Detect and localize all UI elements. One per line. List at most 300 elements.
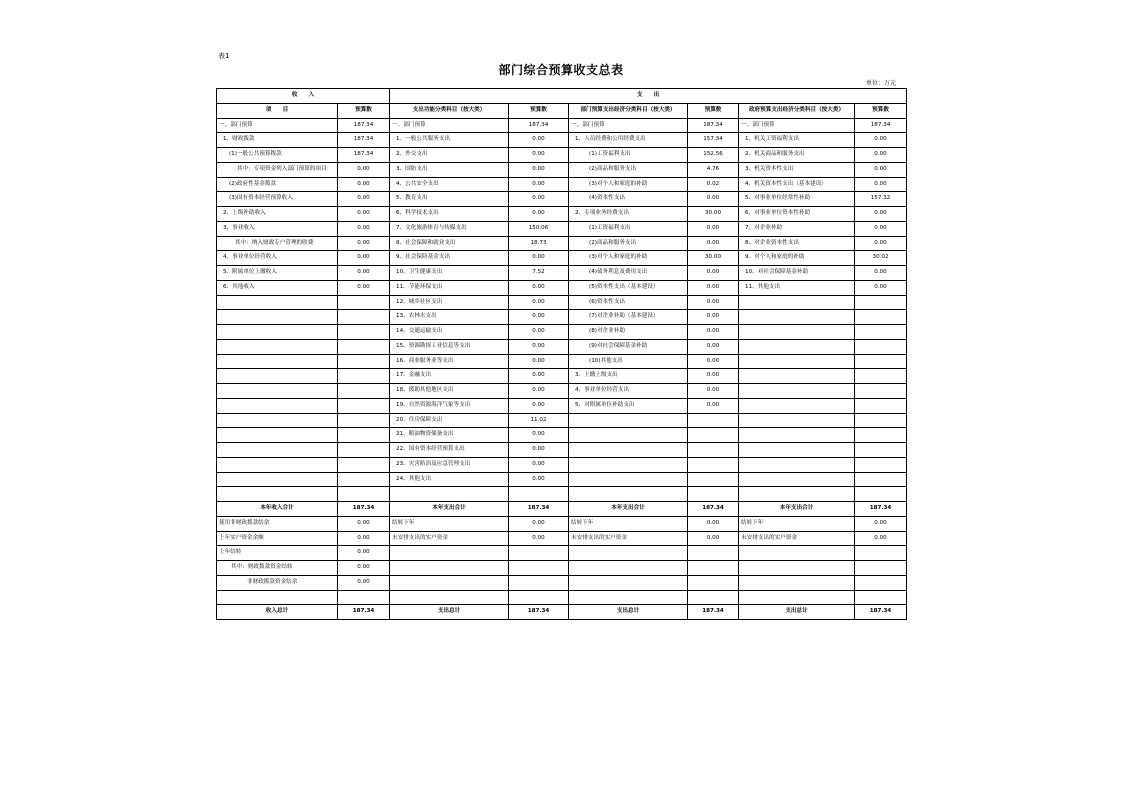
table-row <box>217 325 907 340</box>
item-label-cell: 结转下年 <box>390 516 509 531</box>
item-label-cell <box>569 590 688 605</box>
item-label-cell: 22、国有资本经营预算支出 <box>390 443 509 458</box>
item-label-cell: 5、教育支出 <box>390 192 509 207</box>
item-label-cell <box>739 339 855 354</box>
item-label-cell: (1)工资福利支出 <box>569 221 688 236</box>
budget-amount-cell: 0.00 <box>509 192 569 207</box>
item-label-cell: 13、农林水支出 <box>390 310 509 325</box>
budget-amount-cell: 0.00 <box>509 531 569 546</box>
budget-amount-cell: 0.00 <box>338 207 390 222</box>
item-label-cell: 未安排支出的实户资金 <box>390 531 509 546</box>
subtotal-row <box>217 502 907 517</box>
table-row <box>217 369 907 384</box>
budget-amount-cell: 0.00 <box>338 266 390 281</box>
table-row <box>217 339 907 354</box>
budget-amount-cell: 0.00 <box>688 339 739 354</box>
budget-amount-cell: 0.00 <box>509 428 569 443</box>
budget-amount-cell: 0.00 <box>688 369 739 384</box>
table-row <box>217 516 907 531</box>
item-label-cell: (2)商品和服务支出 <box>569 162 688 177</box>
item-label-cell <box>739 295 855 310</box>
col-header-budget: 预算数 <box>509 104 569 119</box>
item-label-cell: 3、国防支出 <box>390 162 509 177</box>
budget-amount-cell: 0.00 <box>509 472 569 487</box>
item-label-cell: 支出总计 <box>390 605 509 620</box>
item-label-cell <box>217 295 338 310</box>
budget-amount-cell: 0.00 <box>338 236 390 251</box>
budget-amount-cell: 7.52 <box>509 266 569 281</box>
budget-amount-cell <box>855 590 907 605</box>
budget-amount-cell: 30.00 <box>688 207 739 222</box>
item-label-cell: 9、对个人和家庭的补助 <box>739 251 855 266</box>
budget-amount-cell: 187.34 <box>338 148 390 163</box>
budget-amount-cell: 0.00 <box>688 531 739 546</box>
budget-amount-cell <box>688 413 739 428</box>
item-label-cell: 10、卫生健康支出 <box>390 266 509 281</box>
budget-amount-cell: 0.00 <box>509 162 569 177</box>
item-label-cell: 17、金融支出 <box>390 369 509 384</box>
item-label-cell: 非财政拨款资金结余 <box>217 575 338 590</box>
budget-amount-cell <box>855 457 907 472</box>
table-row <box>217 487 907 502</box>
item-label-cell <box>390 546 509 561</box>
table-row <box>217 546 907 561</box>
item-label-cell: 11、其他支出 <box>739 280 855 295</box>
budget-amount-cell: 0.00 <box>509 443 569 458</box>
table-row <box>217 177 907 192</box>
item-label-cell <box>217 472 338 487</box>
item-label-cell: 18、援助其他地区支出 <box>390 384 509 399</box>
budget-amount-cell <box>509 590 569 605</box>
item-label-cell <box>217 443 338 458</box>
budget-amount-cell: 0.00 <box>688 354 739 369</box>
item-label-cell <box>739 590 855 605</box>
item-label-cell: (8)对企业补助 <box>569 325 688 340</box>
table-row <box>217 472 907 487</box>
item-label-cell: 未安排支出的实户资金 <box>739 531 855 546</box>
item-label-cell: 14、交通运输支出 <box>390 325 509 340</box>
page-title: 部门综合预算收支总表 <box>498 63 624 77</box>
item-label-cell: 12、城乡社区支出 <box>390 295 509 310</box>
item-label-cell: 2、专项业务经费支出 <box>569 207 688 222</box>
budget-amount-cell <box>855 325 907 340</box>
item-label-cell: 15、资源勘探工业信息等支出 <box>390 339 509 354</box>
item-label-cell: 5、对附属单位补助支出 <box>569 398 688 413</box>
item-label-cell <box>390 487 509 502</box>
budget-amount-cell: 0.00 <box>509 325 569 340</box>
budget-amount-cell <box>855 384 907 399</box>
budget-amount-cell <box>688 443 739 458</box>
col-header-item: 项 目 <box>217 104 338 119</box>
table-row <box>217 251 907 266</box>
budget-amount-cell: 0.00 <box>509 457 569 472</box>
table-row <box>217 384 907 399</box>
item-label-cell: 支出总计 <box>739 605 855 620</box>
item-label-cell <box>569 575 688 590</box>
budget-amount-cell: 0.00 <box>855 280 907 295</box>
budget-amount-cell: 187.34 <box>338 118 390 133</box>
item-label-cell: 19、自然资源海洋气象等支出 <box>390 398 509 413</box>
item-label-cell: 8、社会保障和就业支出 <box>390 236 509 251</box>
budget-amount-cell: 4.76 <box>688 162 739 177</box>
budget-amount-cell <box>855 487 907 502</box>
item-label-cell <box>217 413 338 428</box>
budget-amount-cell: 0.00 <box>855 133 907 148</box>
budget-amount-cell: 0.00 <box>509 384 569 399</box>
group-header-row <box>217 89 907 104</box>
budget-amount-cell: 187.34 <box>509 605 569 620</box>
item-label-cell <box>569 487 688 502</box>
item-label-cell <box>569 428 688 443</box>
item-label-cell: (9)对社会保障基金补助 <box>569 339 688 354</box>
budget-amount-cell: 0.00 <box>688 236 739 251</box>
item-label-cell <box>739 354 855 369</box>
table-row <box>217 457 907 472</box>
col-header-dept-economic: 部门预算支出经济分类科目（按大类） <box>569 104 688 119</box>
budget-amount-cell: 0.00 <box>338 251 390 266</box>
budget-amount-cell <box>688 428 739 443</box>
budget-amount-cell: 11.02 <box>509 413 569 428</box>
budget-table <box>216 88 907 620</box>
table-row <box>217 413 907 428</box>
item-label-cell: 本年支出合计 <box>390 502 509 517</box>
budget-amount-cell: 150.06 <box>509 221 569 236</box>
item-label-cell: (6)资本性支出 <box>569 295 688 310</box>
budget-amount-cell: 30.00 <box>688 251 739 266</box>
budget-amount-cell: 0.00 <box>338 177 390 192</box>
table-row <box>217 236 907 251</box>
item-label-cell: 1、机关工资福利支出 <box>739 133 855 148</box>
item-label-cell <box>739 561 855 576</box>
table-row <box>217 133 907 148</box>
budget-amount-cell: 187.34 <box>688 118 739 133</box>
budget-amount-cell: 0.02 <box>688 177 739 192</box>
item-label-cell <box>739 369 855 384</box>
budget-amount-cell: 187.34 <box>509 502 569 517</box>
budget-amount-cell: 187.34 <box>338 502 390 517</box>
item-label-cell: 一、部门预算 <box>390 118 509 133</box>
budget-amount-cell: 0.00 <box>688 266 739 281</box>
item-label-cell: 其中：纳入财政专户管理的收费 <box>217 236 338 251</box>
item-label-cell <box>739 443 855 458</box>
item-label-cell: 16、商业服务业等支出 <box>390 354 509 369</box>
col-header-budget: 预算数 <box>338 104 390 119</box>
item-label-cell <box>739 546 855 561</box>
item-label-cell: 6、其他收入 <box>217 280 338 295</box>
item-label-cell: 7、文化旅游体育与传媒支出 <box>390 221 509 236</box>
budget-amount-cell <box>855 546 907 561</box>
item-label-cell: 上年结转 <box>217 546 338 561</box>
table-row <box>217 354 907 369</box>
item-label-cell: (3)国有资本经营预算收入 <box>217 192 338 207</box>
table-row <box>217 443 907 458</box>
budget-amount-cell: 0.00 <box>855 221 907 236</box>
item-label-cell <box>390 561 509 576</box>
item-label-cell <box>217 325 338 340</box>
budget-amount-cell <box>338 590 390 605</box>
item-label-cell: 3、事业收入 <box>217 221 338 236</box>
budget-amount-cell <box>855 472 907 487</box>
item-label-cell: 本年支出合计 <box>569 502 688 517</box>
grand-total-row <box>217 605 907 620</box>
budget-amount-cell: 157.34 <box>688 133 739 148</box>
item-label-cell: (3)对个人和家庭的补助 <box>569 251 688 266</box>
item-label-cell: 4、公共安全支出 <box>390 177 509 192</box>
budget-amount-cell <box>509 546 569 561</box>
item-label-cell: 10、对社会保障基金补助 <box>739 266 855 281</box>
budget-amount-cell <box>855 354 907 369</box>
budget-amount-cell: 0.00 <box>688 398 739 413</box>
budget-amount-cell <box>509 487 569 502</box>
budget-amount-cell: 0.00 <box>688 516 739 531</box>
item-label-cell: (4)债务利息及费用支出 <box>569 266 688 281</box>
item-label-cell <box>390 590 509 605</box>
budget-amount-cell <box>688 487 739 502</box>
item-label-cell: (2)商品和服务支出 <box>569 236 688 251</box>
item-label-cell <box>217 369 338 384</box>
table-row <box>217 207 907 222</box>
budget-amount-cell: 187.34 <box>688 502 739 517</box>
budget-amount-cell <box>338 443 390 458</box>
budget-amount-cell <box>855 575 907 590</box>
budget-amount-cell: 0.00 <box>855 236 907 251</box>
budget-amount-cell <box>855 413 907 428</box>
budget-amount-cell <box>338 472 390 487</box>
budget-amount-cell: 0.00 <box>688 295 739 310</box>
budget-amount-cell <box>338 457 390 472</box>
item-label-cell: 4、机关资本性支出（基本建设） <box>739 177 855 192</box>
budget-amount-cell <box>855 369 907 384</box>
item-label-cell <box>217 487 338 502</box>
item-label-cell: 未安排支出的实户资金 <box>569 531 688 546</box>
item-label-cell <box>739 487 855 502</box>
item-label-cell: 1、一般公共服务支出 <box>390 133 509 148</box>
item-label-cell: 一、部门预算 <box>739 118 855 133</box>
item-label-cell <box>739 472 855 487</box>
budget-amount-cell <box>855 561 907 576</box>
item-label-cell <box>739 398 855 413</box>
budget-amount-cell <box>855 428 907 443</box>
budget-amount-cell: 187.34 <box>509 118 569 133</box>
item-label-cell: 1、人员经费和公用经费支出 <box>569 133 688 148</box>
table-row <box>217 192 907 207</box>
item-label-cell <box>569 443 688 458</box>
budget-amount-cell: 0.00 <box>855 162 907 177</box>
item-label-cell <box>739 325 855 340</box>
item-label-cell: 2、外交支出 <box>390 148 509 163</box>
item-label-cell: 4、事业单位经营支出 <box>569 384 688 399</box>
budget-amount-cell <box>338 325 390 340</box>
item-label-cell: 一、部门预算 <box>569 118 688 133</box>
budget-amount-cell <box>855 310 907 325</box>
budget-amount-cell: 187.34 <box>855 605 907 620</box>
budget-amount-cell: 0.00 <box>855 531 907 546</box>
item-label-cell: 上年实户资金余额 <box>217 531 338 546</box>
budget-amount-cell: 0.00 <box>338 546 390 561</box>
budget-amount-cell <box>338 339 390 354</box>
item-label-cell: (1)工资福利支出 <box>569 148 688 163</box>
budget-amount-cell: 0.00 <box>688 384 739 399</box>
budget-amount-cell <box>855 295 907 310</box>
budget-amount-cell: 0.00 <box>509 207 569 222</box>
budget-amount-cell: 0.00 <box>338 516 390 531</box>
item-label-cell <box>390 575 509 590</box>
item-label-cell: 使用非财政拨款结余 <box>217 516 338 531</box>
budget-amount-cell <box>855 443 907 458</box>
item-label-cell: 结转下年 <box>569 516 688 531</box>
budget-amount-cell <box>338 369 390 384</box>
budget-amount-cell <box>338 398 390 413</box>
budget-amount-cell: 0.00 <box>509 177 569 192</box>
item-label-cell <box>217 457 338 472</box>
item-label-cell: 2、机关商品和服务支出 <box>739 148 855 163</box>
item-label-cell: 一、部门预算 <box>217 118 338 133</box>
item-label-cell: 6、科学技术支出 <box>390 207 509 222</box>
budget-amount-cell: 0.00 <box>855 266 907 281</box>
budget-amount-cell: 0.00 <box>688 325 739 340</box>
item-label-cell: 7、对企业补助 <box>739 221 855 236</box>
budget-amount-cell: 0.00 <box>509 369 569 384</box>
item-label-cell: 8、对企业资本性支出 <box>739 236 855 251</box>
budget-amount-cell: 0.00 <box>855 207 907 222</box>
table-row <box>217 561 907 576</box>
item-label-cell <box>739 384 855 399</box>
budget-amount-cell: 0.00 <box>338 162 390 177</box>
item-label-cell: 5、附属单位上缴收入 <box>217 266 338 281</box>
budget-amount-cell: 0.00 <box>338 280 390 295</box>
budget-amount-cell: 187.34 <box>855 502 907 517</box>
budget-amount-cell: 187.34 <box>338 605 390 620</box>
table-row <box>217 575 907 590</box>
item-label-cell: 24、其他支出 <box>390 472 509 487</box>
table-row <box>217 310 907 325</box>
budget-amount-cell <box>338 487 390 502</box>
item-label-cell <box>739 413 855 428</box>
budget-amount-cell: 0.00 <box>509 516 569 531</box>
budget-amount-cell: 0.00 <box>509 310 569 325</box>
item-label-cell <box>739 428 855 443</box>
item-label-cell: 2、上级补助收入 <box>217 207 338 222</box>
item-label-cell <box>739 310 855 325</box>
budget-amount-cell <box>338 354 390 369</box>
item-label-cell: 4、事业单位经营收入 <box>217 251 338 266</box>
budget-amount-cell: 0.00 <box>688 280 739 295</box>
budget-amount-cell: 0.00 <box>509 148 569 163</box>
item-label-cell <box>739 575 855 590</box>
income-group-header: 收 入 <box>217 89 390 104</box>
item-label-cell: (1)一般公共预算拨款 <box>217 148 338 163</box>
table-row <box>217 295 907 310</box>
budget-amount-cell: 0.00 <box>688 221 739 236</box>
expense-group-header: 支 出 <box>390 89 907 104</box>
item-label-cell: 20、住房保障支出 <box>390 413 509 428</box>
col-header-gov-economic: 政府预算支出经济分类科目（按大类） <box>739 104 855 119</box>
budget-amount-cell <box>688 590 739 605</box>
budget-amount-cell <box>338 428 390 443</box>
budget-amount-cell: 0.00 <box>338 561 390 576</box>
budget-amount-cell: 0.00 <box>509 251 569 266</box>
budget-amount-cell: 0.00 <box>855 148 907 163</box>
table-row <box>217 428 907 443</box>
budget-amount-cell: 0.00 <box>338 192 390 207</box>
budget-amount-cell: 0.00 <box>688 192 739 207</box>
item-label-cell: (7)对企业补助（基本建设） <box>569 310 688 325</box>
item-label-cell <box>217 310 338 325</box>
budget-amount-cell: 187.34 <box>338 133 390 148</box>
item-label-cell <box>217 428 338 443</box>
budget-amount-cell: 0.00 <box>855 516 907 531</box>
item-label-cell <box>217 398 338 413</box>
budget-amount-cell: 187.34 <box>688 605 739 620</box>
budget-amount-cell <box>688 472 739 487</box>
table-row <box>217 118 907 133</box>
item-label-cell <box>217 354 338 369</box>
column-header-row <box>217 104 907 119</box>
item-label-cell: 收入总计 <box>217 605 338 620</box>
table-row <box>217 221 907 236</box>
budget-amount-cell: 152.56 <box>688 148 739 163</box>
item-label-cell: 23、灾害防治及应急管理支出 <box>390 457 509 472</box>
col-header-budget: 预算数 <box>688 104 739 119</box>
budget-amount-cell: 0.00 <box>509 280 569 295</box>
item-label-cell <box>569 413 688 428</box>
budget-amount-cell: 0.00 <box>855 177 907 192</box>
budget-amount-cell <box>855 339 907 354</box>
item-label-cell: 11、节能环保支出 <box>390 280 509 295</box>
item-label-cell: 3、上缴上级支出 <box>569 369 688 384</box>
item-label-cell <box>569 472 688 487</box>
budget-amount-cell: 30.02 <box>855 251 907 266</box>
table-row <box>217 162 907 177</box>
item-label-cell: 1、财政拨款 <box>217 133 338 148</box>
budget-amount-cell: 0.00 <box>509 339 569 354</box>
item-label-cell: (4)资本性支出 <box>569 192 688 207</box>
item-label-cell <box>569 561 688 576</box>
budget-amount-cell: 157.32 <box>855 192 907 207</box>
budget-amount-cell: 18.73 <box>509 236 569 251</box>
item-label-cell: 其中：专项资金列入部门预算的项目 <box>217 162 338 177</box>
table-row <box>217 531 907 546</box>
item-label-cell <box>739 457 855 472</box>
budget-amount-cell: 187.34 <box>855 118 907 133</box>
budget-amount-cell <box>509 561 569 576</box>
item-label-cell: (10)其他支出 <box>569 354 688 369</box>
table-row <box>217 590 907 605</box>
item-label-cell <box>569 546 688 561</box>
budget-amount-cell <box>338 310 390 325</box>
budget-amount-cell: 0.00 <box>338 575 390 590</box>
budget-amount-cell <box>338 384 390 399</box>
budget-amount-cell <box>338 413 390 428</box>
item-label-cell <box>217 590 338 605</box>
budget-amount-cell <box>509 575 569 590</box>
col-header-budget: 预算数 <box>855 104 907 119</box>
item-label-cell: 其中：财政拨款资金结转 <box>217 561 338 576</box>
budget-amount-cell: 0.00 <box>509 354 569 369</box>
budget-amount-cell <box>338 295 390 310</box>
item-label-cell: (5)资本性支出（基本建设） <box>569 280 688 295</box>
table-row <box>217 266 907 281</box>
budget-amount-cell: 0.00 <box>509 295 569 310</box>
item-label-cell: 21、粮油物资储备支出 <box>390 428 509 443</box>
budget-amount-cell: 0.00 <box>688 310 739 325</box>
item-label-cell <box>217 384 338 399</box>
budget-amount-cell <box>688 575 739 590</box>
budget-amount-cell: 0.00 <box>509 133 569 148</box>
budget-amount-cell <box>688 546 739 561</box>
item-label-cell: (3)对个人和家庭的补助 <box>569 177 688 192</box>
budget-amount-cell: 0.00 <box>338 221 390 236</box>
